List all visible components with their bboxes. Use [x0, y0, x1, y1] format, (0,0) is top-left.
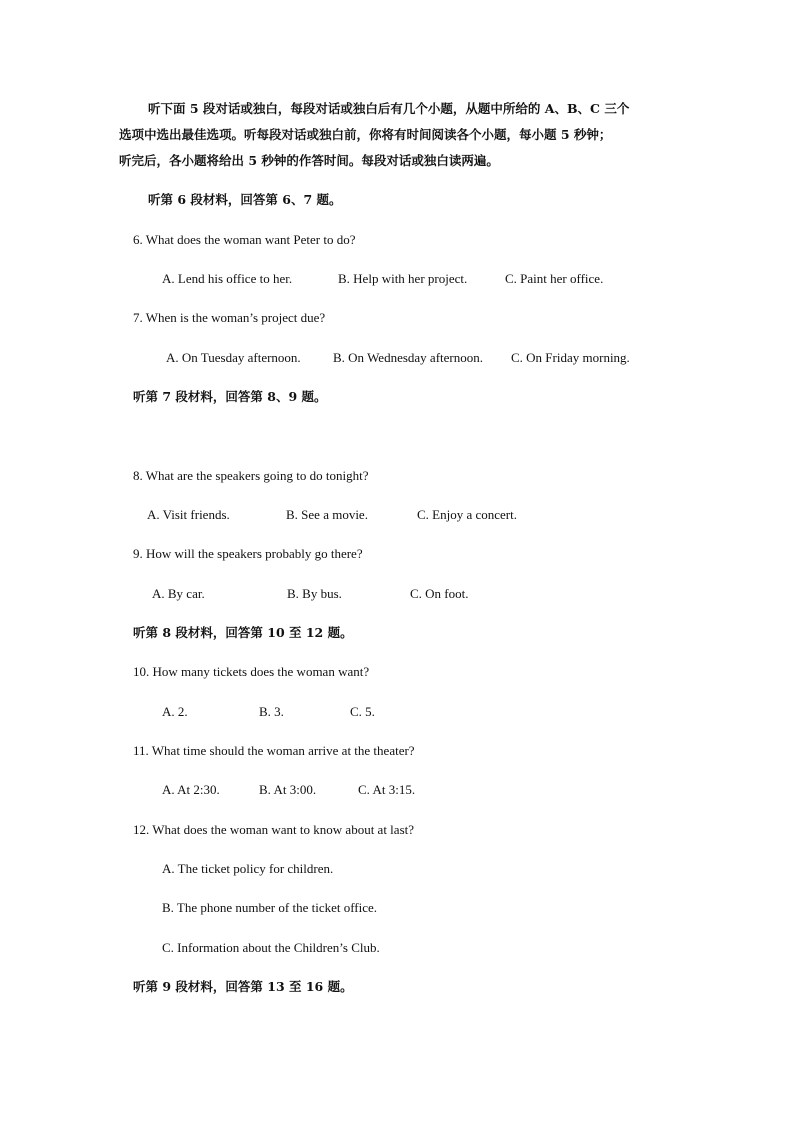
question-11-option-c: C. At 3:15.	[358, 782, 416, 797]
question-6-option-a: A. Lend his office to her.	[162, 271, 293, 286]
question-10-option-b: B. 3.	[259, 704, 284, 719]
question-7-option-b: B. On Wednesday afternoon.	[333, 350, 483, 365]
question-8-option-a: A. Visit friends.	[147, 507, 230, 522]
question-12-option-c: C. Information about the Children’s Club.	[162, 940, 380, 955]
question-7-option-a: A. On Tuesday afternoon.	[166, 350, 301, 365]
question-6-option-b: B. Help with her project.	[338, 271, 468, 286]
section-9-heading: 听第 9 段材料，回答第 13 至 16 题。	[133, 979, 353, 994]
section-8-heading: 听第 8 段材料，回答第 10 至 12 题。	[133, 625, 353, 640]
question-9-option-b: B. By bus.	[287, 586, 342, 601]
question-8-option-b: B. See a movie.	[286, 507, 368, 522]
question-12: 12. What does the woman want to know about at last?	[133, 822, 415, 837]
question-7: 7. When is the woman’s project due?	[133, 310, 326, 325]
question-12-option-a: A. The ticket policy for children.	[162, 861, 334, 876]
question-11: 11. What time should the woman arrive at the theater?	[133, 743, 415, 758]
question-9: 9. How will the speakers probably go there?	[133, 546, 363, 561]
question-10: 10. How many tickets does the woman want?	[133, 664, 370, 679]
question-7-option-c: C. On Friday morning.	[511, 350, 630, 365]
question-6-option-c: C. Paint her office.	[505, 271, 604, 286]
question-6: 6. What does the woman want Peter to do?	[133, 232, 356, 247]
question-10-option-a: A. 2.	[162, 704, 188, 719]
question-9-option-a: A. By car.	[152, 586, 205, 601]
question-10-option-c: C. 5.	[350, 704, 375, 719]
question-9-option-c: C. On foot.	[410, 586, 469, 601]
instructions-line-3: 听完后，各小题将给出 5 秒钟的作答时间。每段对话或独白读两遍。	[119, 153, 499, 168]
instructions-line-2: 选项中选出最佳选项。听每段对话或独白前，你将有时间阅读各个小题，每小题 5 秒钟；	[119, 127, 612, 142]
question-12-option-b: B. The phone number of the ticket office.	[162, 900, 378, 915]
question-8: 8. What are the speakers going to do tonight?	[133, 468, 369, 483]
section-6-heading: 听第 6 段材料，回答第 6、7 题。	[148, 192, 342, 207]
question-8-option-c: C. Enjoy a concert.	[417, 507, 517, 522]
section-7-heading: 听第 7 段材料，回答第 8、9 题。	[133, 389, 327, 404]
question-11-option-b: B. At 3:00.	[259, 782, 317, 797]
question-11-option-a: A. At 2:30.	[162, 782, 220, 797]
instructions-line-1: 听下面 5 段对话或独白，每段对话或独白后有几个小题，从题中所给的 A、B、C 三个	[148, 101, 630, 116]
